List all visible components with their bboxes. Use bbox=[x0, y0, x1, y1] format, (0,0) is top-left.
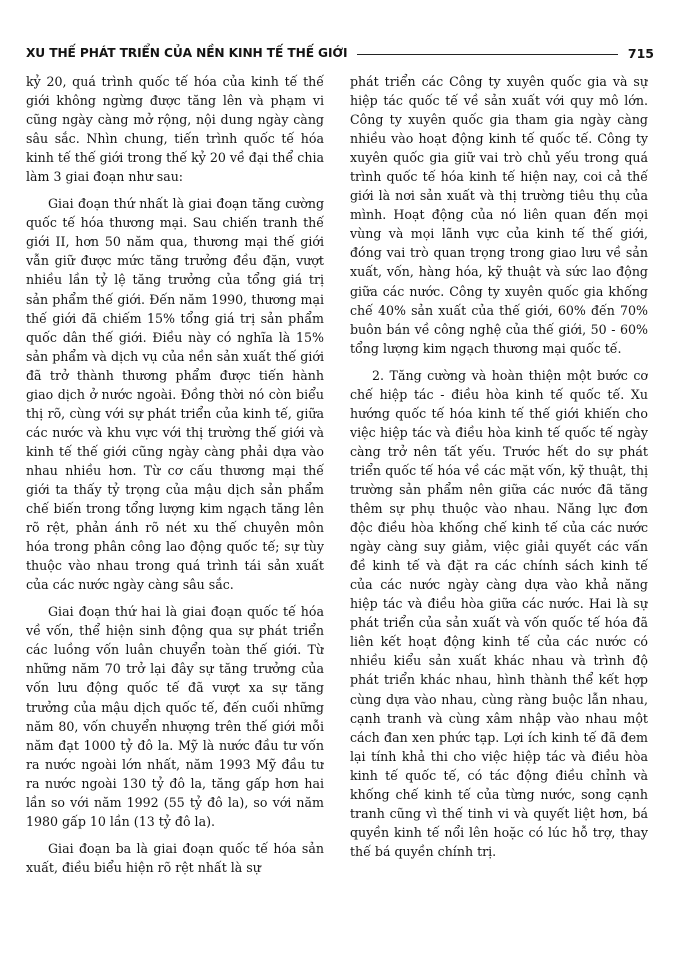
paragraph-stage-one: Giai đoạn thứ nhất là giai đoạn tăng cường quốc tế hóa thương mại. Sau chiến tranh thế giới II, hơn 50 năm qua, thương mại thế giới vẫn giữ được mức tăng trưởng đều đặn, vượt nhiều lần tỷ lệ tăng trưởng của tổng giá trị sản phẩm thế giới. Đến năm 1990, thương mại thế giới đã chiếm 15% tổng giá trị sản phẩm quốc dân thế giới. Điều này có nghĩa là 15% sản phẩm và dịch vụ của nền sản xuất thế giới đã trở thành thương phẩm được tiến hành giao dịch ở nước ngoài. Đồng thời nó còn biểu thị rõ, cùng với sự phát triển của kinh tế, giữa các nước và khu vực với thị trường thế giới và kinh tế thế giới cũng ngày càng phải dựa vào nhau nhiều hơn. Từ cơ cấu thương mại thế giới ta thấy tỷ trọng của mậu dịch sản phẩm chế biến trong tổng lượng kim ngạch tăng lên rõ rệt, phản ánh rõ nét xu thế chuyên môn hóa trong phân công lao động quốc tế; sự tùy thuộc vào nhau trong quá trình tái sản xuất của các nước ngày càng sâu sắc. bbox=[26, 196, 324, 593]
paragraph-transnational-companies: phát triển các Công ty xuyên quốc gia và sự hiệp tác quốc tế về sản xuất với quy mô lớn. Công ty xuyên quốc gia tham gia ngày càng nhiều vào hoạt động kinh tế quốc tế. Công ty xuyên quốc gia giữ vai trò chủ yếu trong quá trình quốc tế hóa kinh tế hiện nay, coi cả thế giới là nơi sản xuất và thị trường tiêu thụ của mình. Hoạt động của nó liên quan đến mọi vùng và mọi lãnh vực của kinh tế thế giới, đóng vai trò quan trọng trong giao lưu về sản xuất, vốn, hàng hóa, kỹ thuật và sức lao động giữa các nước. Công ty xuyên quốc gia khống chế 40% sản xuất của thế giới, 60% đến 70% buôn bán về công nghệ của thế giới, 50 - 60% tổng lượng kim ngạch thương mại quốc tế. bbox=[350, 74, 648, 356]
header-rule bbox=[357, 54, 618, 55]
running-title: XU THẾ PHÁT TRIỂN CỦA NỀN KINH TẾ THẾ GIỚI bbox=[26, 46, 348, 60]
paragraph-stage-three: Giai đoạn ba là giai đoạn quốc tế hóa sản xuất, điều biểu hiện rõ rệt nhất là sự bbox=[26, 840, 324, 875]
paragraph-stage-two: Giai đoạn thứ hai là giai đoạn quốc tế hóa về vốn, thể hiện sinh động qua sự phát triển các luồng vốn luân chuyển toàn thế giới. Từ những năm 70 trở lại đây sự tăng trưởng của vốn lưu động quốc tế đã vượt xa sự tăng trưởng của mậu dịch quốc tế, đến cuối những năm 80, vốn chuyển nhượng trên thế giới mỗi năm đạt 1000 tỷ đô la. Mỹ là nước đầu tư vốn ra nước ngoài lớn nhất, năm 1993 Mỹ đầu tư ra nước ngoài 130 tỷ đô la, tăng gấp hơn hai lần so với năm 1992 (55 tỷ đô la), so với năm 1980 gấp 10 lần (13 tỷ đô la). bbox=[26, 604, 324, 829]
paragraph-section-two: 2. Tăng cường và hoàn thiện một bước cơ chế hiệp tác - điều hòa kinh tế quốc tế. Xu hướng quốc tế hóa kinh tế thế giới khiến cho việc hiệp tác và điều hòa kinh tế quốc tế ngày càng trở nên tất yếu. Trước hết do sự phát triển quốc tế hóa về các mặt vốn, kỹ thuật, thị trường sản phẩm nên giữa các nước đã tăng thêm sự phụ thuộc vào nhau. Năng lực đơn độc điều hòa khống chế kinh tế của các nước ngày càng suy giảm, việc giải quyết các vấn đề kinh tế và đặt ra các chính sách kinh tế của các nước ngày càng dựa vào khả năng hiệp tác và điều hòa giữa các nước. Hai là sự phát triển của sản xuất và vốn quốc tế hóa đã liên kết hoạt động kinh tế của các nước có nhiều kiểu sản xuất khác nhau và trình độ phát triển khác nhau, hình thành thể kết hợp cùng dựa vào nhau, cùng ràng buộc lẫn nhau, cạnh tranh và cùng xâm nhập vào nhau một cách đan xen phức tạp. Lợi ích kinh tế đã đem lại tính khả thi cho việc hiệp tác và điều hòa kinh tế quốc tế, có tác động điều chỉnh và khống chế kinh tế của từng nước, song cạnh tranh cũng vì thế tinh vi và quyết liệt hơn, bá quyền kinh tế nổi lên hoặc có lúc hỗ trợ, thay thế bá quyền chính trị. bbox=[350, 367, 648, 859]
right-column bbox=[350, 72, 648, 932]
left-column bbox=[26, 72, 324, 932]
page-number: 715 bbox=[627, 45, 654, 61]
page-header bbox=[26, 42, 654, 64]
paragraph-continuation: kỷ 20, quá trình quốc tế hóa của kinh tế thế giới không ngừng được tăng lên và phạm vi cũng ngày càng mở rộng, nội dung ngày càng sâu sắc. Nhìn chung, tiến trình quốc tế hóa kinh tế thế giới trong thế kỷ 20 về đại thể chia làm 3 giai đoạn như sau: bbox=[26, 74, 324, 185]
